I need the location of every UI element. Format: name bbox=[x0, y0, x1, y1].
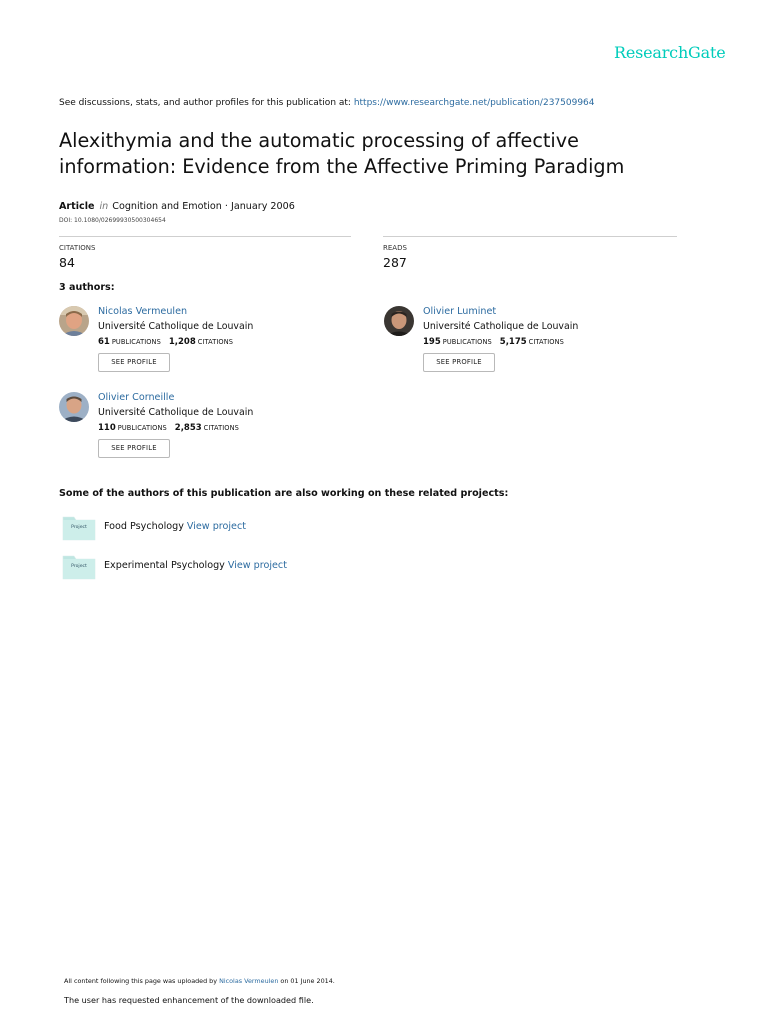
citation-count: 1,208 bbox=[168, 337, 196, 347]
upload-prefix: All content following this page was uploaded by bbox=[64, 977, 220, 985]
citation-count: 5,175 bbox=[499, 337, 527, 347]
publication-count: 61 bbox=[98, 337, 110, 347]
upload-notice bbox=[64, 977, 335, 985]
publications-label: PUBLICATIONS bbox=[117, 424, 167, 432]
project-icon-label: Project bbox=[71, 525, 87, 530]
reads-divider bbox=[383, 236, 677, 237]
citations-count: 84 bbox=[59, 255, 75, 270]
journal-date[interactable]: Cognition and Emotion · January 2006 bbox=[112, 201, 295, 212]
avatar[interactable] bbox=[384, 306, 414, 336]
upload-suffix: on 01 June 2014. bbox=[278, 977, 335, 985]
publication-meta bbox=[59, 201, 295, 212]
view-project-link[interactable]: View project bbox=[186, 521, 246, 532]
author-stats bbox=[423, 337, 572, 347]
project-folder-icon bbox=[62, 515, 96, 541]
citations-label: CITATIONS bbox=[203, 424, 239, 432]
reads-label: READS bbox=[383, 244, 407, 252]
publication-count: 195 bbox=[423, 337, 441, 347]
author-stats bbox=[98, 423, 247, 433]
discussion-notice bbox=[59, 98, 595, 108]
enhancement-notice: The user has requested enhancement of the downloaded file. bbox=[64, 995, 314, 1005]
author-institution: Université Catholique de Louvain bbox=[423, 321, 579, 332]
project-folder-icon bbox=[62, 554, 96, 580]
citations-label: CITATIONS bbox=[59, 244, 96, 252]
project-icon-label: Project bbox=[71, 564, 87, 569]
project-title: Food Psychology bbox=[104, 521, 184, 532]
author-name-link[interactable]: Olivier Corneille bbox=[98, 392, 175, 403]
publication-title: Alexithymia and the automatic processing of affective information: Evidence from the Affective Priming Paradigm bbox=[59, 129, 625, 178]
reads-count: 287 bbox=[383, 255, 407, 270]
author-card bbox=[384, 306, 684, 376]
uploader-link[interactable]: Nicolas Vermeulen bbox=[219, 977, 279, 985]
author-name-link[interactable]: Nicolas Vermeulen bbox=[98, 306, 188, 317]
citations-divider bbox=[59, 236, 351, 237]
in-label: in bbox=[99, 201, 109, 212]
citation-count: 2,853 bbox=[174, 423, 202, 433]
publication-count: 110 bbox=[98, 423, 116, 433]
author-stats bbox=[98, 337, 241, 347]
citations-label: CITATIONS bbox=[528, 338, 564, 346]
author-name-link[interactable]: Olivier Luminet bbox=[423, 306, 497, 317]
related-projects-heading: Some of the authors of this publication are also working on these related projects: bbox=[59, 488, 509, 499]
see-profile-button[interactable]: SEE PROFILE bbox=[98, 439, 170, 458]
citations-label: CITATIONS bbox=[197, 338, 234, 346]
project-name bbox=[104, 521, 246, 532]
project-item bbox=[62, 554, 462, 582]
project-name bbox=[104, 560, 287, 571]
doi: DOI: 10.1080/02699930500304654 bbox=[59, 217, 166, 224]
publications-label: PUBLICATIONS bbox=[111, 338, 161, 346]
author-institution: Université Catholique de Louvain bbox=[98, 321, 254, 332]
avatar[interactable] bbox=[59, 306, 89, 336]
publication-type: Article bbox=[59, 201, 95, 212]
avatar[interactable] bbox=[59, 392, 89, 422]
see-profile-button[interactable]: SEE PROFILE bbox=[98, 353, 170, 372]
publications-label: PUBLICATIONS bbox=[442, 338, 492, 346]
publication-url-link[interactable]: https://www.researchgate.net/publication/237509964 bbox=[353, 98, 595, 108]
authors-heading: 3 authors: bbox=[59, 282, 115, 293]
author-card bbox=[59, 306, 359, 376]
see-profile-button[interactable]: SEE PROFILE bbox=[423, 353, 495, 372]
discussion-notice-text: See discussions, stats, and author profiles for this publication at: bbox=[59, 98, 354, 108]
project-title: Experimental Psychology bbox=[104, 560, 225, 571]
project-item bbox=[62, 515, 462, 543]
researchgate-logo[interactable]: ResearchGate bbox=[614, 43, 726, 62]
author-institution: Université Catholique de Louvain bbox=[98, 407, 254, 418]
view-project-link[interactable]: View project bbox=[227, 560, 287, 571]
author-card bbox=[59, 392, 359, 462]
